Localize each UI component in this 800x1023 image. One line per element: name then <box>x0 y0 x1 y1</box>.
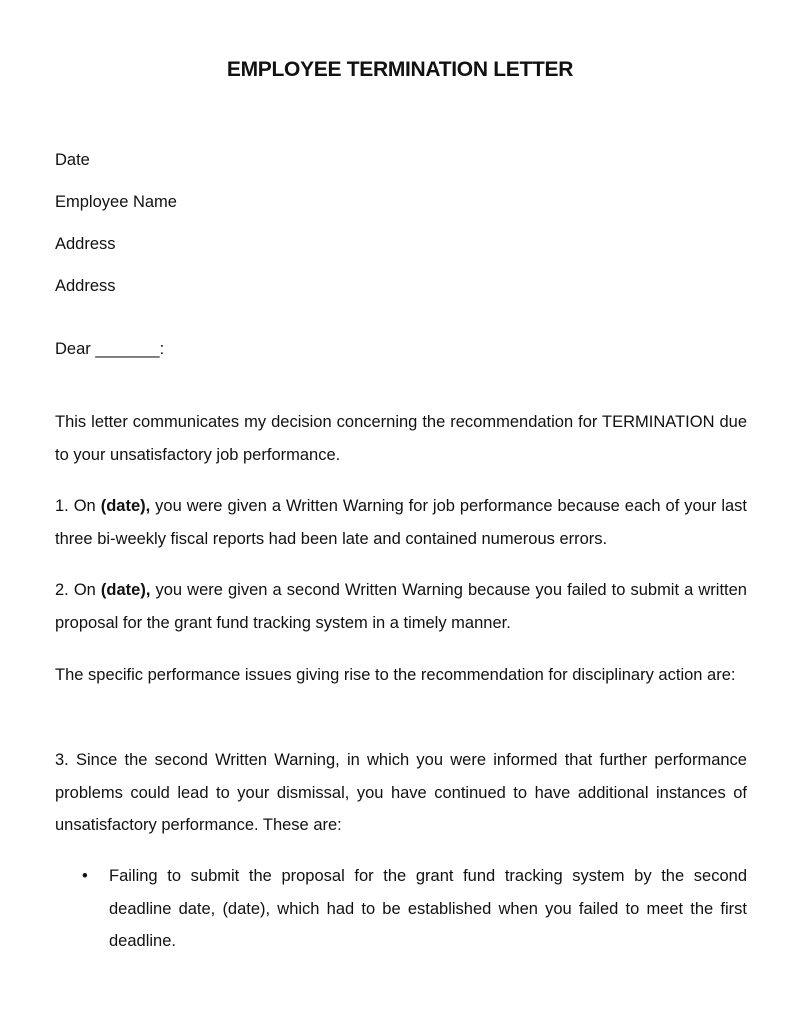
item-2-paragraph <box>55 574 747 639</box>
intro-paragraph: This letter communicates my decision concerning the recommendation for TERMINATION due to your unsatisfactory job performance. <box>55 413 747 464</box>
item-1-date: (date), <box>100 497 151 515</box>
address-line-2: Address <box>55 277 116 295</box>
letter-title: EMPLOYEE TERMINATION LETTER <box>226 58 574 81</box>
bullet-icon: • <box>82 867 88 885</box>
employee-name-line: Employee Name <box>55 193 177 211</box>
item-1-paragraph <box>55 490 747 555</box>
bullet-item-text: Failing to submit the proposal for the grant fund tracking system by the second deadline date, (date), which had to be established when you failed to meet the first deadline. <box>109 867 747 950</box>
item-1-prefix: 1. On <box>55 497 101 515</box>
salutation: Dear _______: <box>55 340 165 358</box>
issues-intro-paragraph: The specific performance issues giving rise to the recommendation for disciplinary action are: <box>55 666 736 684</box>
item-1-text: you were given a Written Warning for job performance because each of your last three bi-weekly fiscal reports had been late and contained numerous errors. <box>55 497 747 548</box>
date-line: Date <box>55 151 90 169</box>
item-2-prefix: 2. On <box>55 581 101 599</box>
item-2-text: you were given a second Written Warning because you failed to submit a written proposal for the grant fund tracking system in a timely manner. <box>55 581 747 632</box>
address-line-1: Address <box>55 235 116 253</box>
item-2-date: (date), <box>100 581 151 599</box>
item-3-paragraph: 3. Since the second Written Warning, in which you were informed that further performance problems could lead to your dismissal, you have continued to have additional instances of unsatisfactory performance. These are: <box>55 751 747 834</box>
